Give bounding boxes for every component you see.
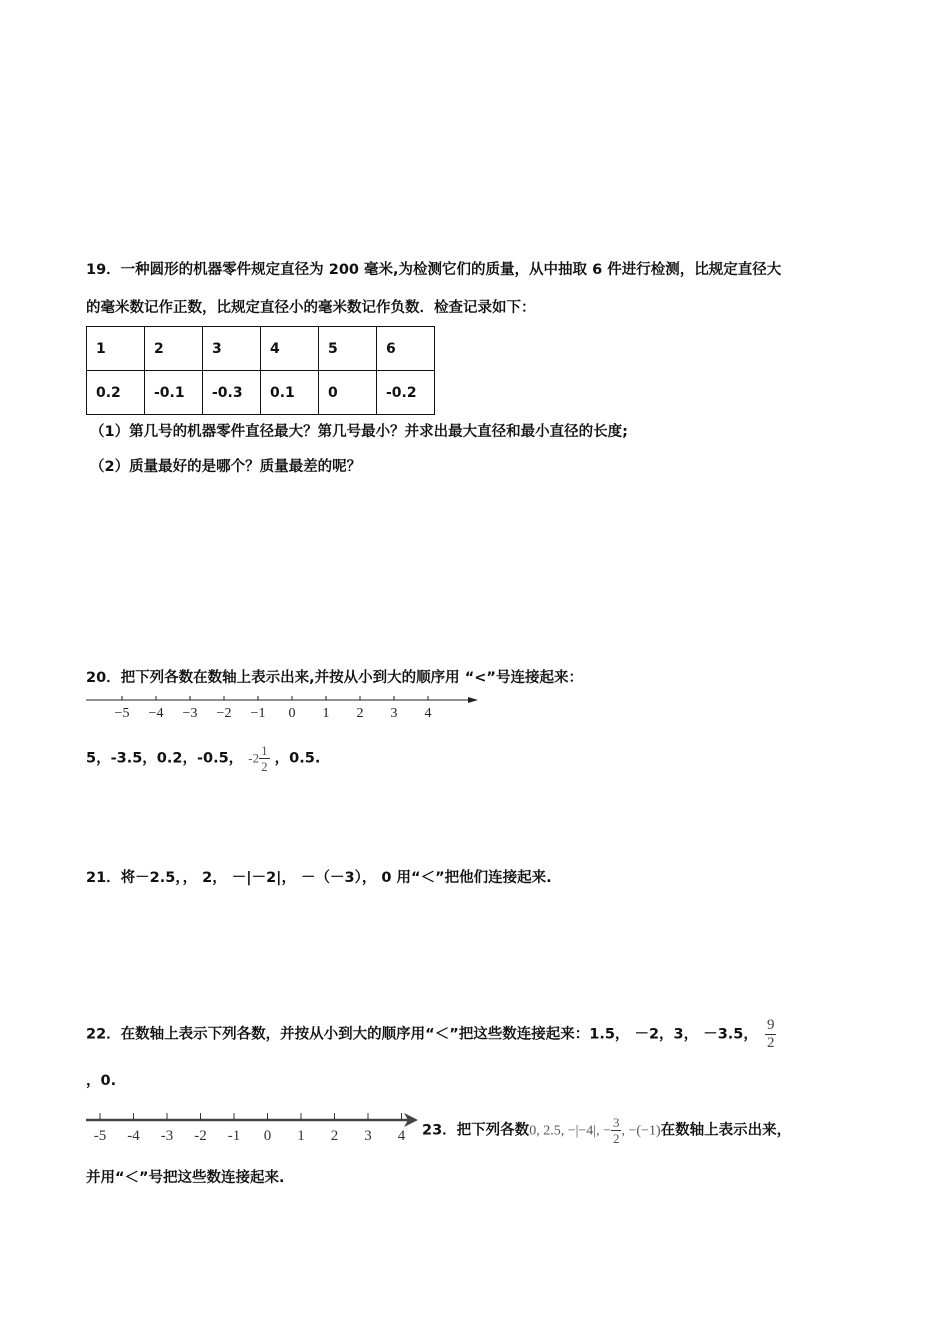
q23-expr-b: , −(−1) bbox=[621, 1123, 661, 1139]
table-cell: -0.1 bbox=[145, 371, 203, 415]
q20-line1: 20．把下列各数在数轴上表示出来,并按从小到大的顺序用 “<”号连接起来： bbox=[86, 670, 583, 686]
axis-tick-label: 0 bbox=[288, 706, 296, 721]
axis-tick-label: −5 bbox=[114, 706, 130, 721]
q22-line2: ，0. bbox=[86, 1073, 117, 1089]
q22-text: 22．在数轴上表示下列各数，并按从小到大的顺序用“＜”把这些数连接起来：1.5， －2，3， －3.5， bbox=[86, 1026, 758, 1043]
q20-nums-before: 5，-3.5，0.2，-0.5， bbox=[86, 750, 244, 767]
table-cell: 2 bbox=[145, 327, 203, 371]
axis-tick-label: 1 bbox=[322, 706, 330, 721]
record-table bbox=[86, 326, 435, 415]
q22-line1 bbox=[86, 1018, 776, 1051]
axis-tick-label: 1 bbox=[297, 1128, 305, 1144]
q19-line1: 19．一种圆形的机器零件规定直径为 200 毫米,为检测它们的质量，从中抽取 6 件进行检测，比规定直径大 bbox=[86, 262, 782, 278]
q21-line1: 21．将－2.5，， 2， －|－2|， －（－3）， 0 用“＜”把他们连接起来. bbox=[86, 870, 552, 886]
q19-part1: （1）第几号的机器零件直径最大？第几号最小？并求出最大直径和最小直径的长度; bbox=[90, 424, 628, 440]
fraction-numerator: 9 bbox=[766, 1017, 775, 1033]
q23-tail: 在数轴上表示出来， bbox=[660, 1122, 792, 1139]
axis-tick-label: -3 bbox=[160, 1128, 174, 1144]
fraction-denominator: 2 bbox=[612, 1131, 620, 1146]
number-line-1 bbox=[86, 692, 486, 722]
q23-intro: 23．把下列各数 bbox=[422, 1122, 530, 1139]
axis-tick-label: −2 bbox=[216, 706, 232, 721]
fraction-numerator: 3 bbox=[612, 1115, 620, 1130]
number-line-2 bbox=[86, 1108, 422, 1144]
q23-line2: 并用“＜”号把这些数连接起来. bbox=[86, 1170, 285, 1186]
axis-tick-label: 2 bbox=[356, 706, 364, 721]
q19-line2: 的毫米数记作正数，比规定直径小的毫米数记作负数．检查记录如下： bbox=[86, 300, 536, 316]
table-cell: 3 bbox=[203, 327, 261, 371]
q23-line1 bbox=[422, 1116, 791, 1145]
axis-tick-label: 0 bbox=[263, 1128, 272, 1144]
table-cell: 6 bbox=[377, 327, 435, 371]
q23-expr-a: 0, 2.5, −|−4|, − bbox=[529, 1123, 611, 1139]
mixed-number-fraction bbox=[259, 744, 270, 773]
table-cell: -0.2 bbox=[377, 371, 435, 415]
table-cell: 1 bbox=[87, 327, 145, 371]
q20-numbers bbox=[86, 744, 320, 773]
table-cell: 5 bbox=[319, 327, 377, 371]
axis-tick-label: -1 bbox=[227, 1128, 241, 1144]
fraction-nine-halves bbox=[765, 1018, 777, 1051]
fraction-numerator: 1 bbox=[261, 743, 268, 758]
axis-tick-label: −3 bbox=[182, 706, 198, 721]
q20-nums-after: ，0.5. bbox=[274, 750, 321, 767]
axis-tick-label: 3 bbox=[390, 706, 398, 721]
q19-part2: （2）质量最好的是哪个？质量最差的呢？ bbox=[90, 459, 362, 475]
axis-tick-label: 2 bbox=[330, 1128, 339, 1144]
axis-tick-label: 4 bbox=[397, 1128, 406, 1144]
table-cell: 0 bbox=[319, 371, 377, 415]
axis-tick-label: −1 bbox=[250, 706, 266, 721]
fraction-denominator: 2 bbox=[261, 759, 268, 774]
axis-tick-label: -5 bbox=[93, 1128, 107, 1144]
table-cell: 4 bbox=[261, 327, 319, 371]
axis-tick-label: -2 bbox=[194, 1128, 207, 1144]
axis-tick-label: −4 bbox=[148, 706, 164, 721]
axis-tick-label: -4 bbox=[127, 1128, 140, 1144]
axis-arrow bbox=[468, 697, 478, 703]
table-row bbox=[87, 371, 435, 415]
fraction-denominator: 2 bbox=[766, 1035, 775, 1051]
table-cell: 0.1 bbox=[261, 371, 319, 415]
axis-tick-label: 4 bbox=[424, 706, 432, 721]
table-cell: -0.3 bbox=[203, 371, 261, 415]
table-row bbox=[87, 327, 435, 371]
axis-tick-label: 3 bbox=[364, 1128, 372, 1144]
fraction-three-halves bbox=[611, 1116, 622, 1145]
table-cell: 0.2 bbox=[87, 371, 145, 415]
mixed-number-whole: -2 bbox=[248, 750, 260, 766]
